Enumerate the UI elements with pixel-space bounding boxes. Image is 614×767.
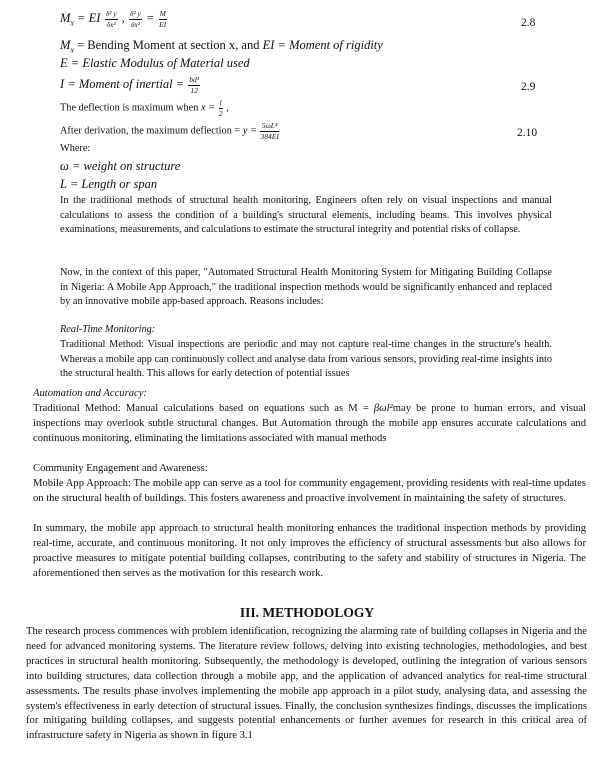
paragraph-real-time-monitoring: Traditional Method: Visual inspections are periodic and may not capture real-time changes in the structure's health. Whereas a mobile app can continuously collect and analyse data from various sensors, providing real-time insights into the structural health. This allows for early detection of potential issues bbox=[60, 339, 552, 380]
mx-definition: $M_x$ = Bending Moment at section x, and EI = Moment of rigidity bbox=[60, 38, 383, 55]
paragraph-traditional-methods: In the traditional methods of structural health monitoring, Engineers often rely on visual inspections and manual calculations to assess the condition of a building's structural elements, including beams. This involves physical examinations, measurements, and calculations to estimate the structural integrity and potential risks of collapse. bbox=[60, 195, 552, 236]
heading-automation-accuracy: Automation and Accuracy: bbox=[33, 388, 147, 399]
equation-2-9: I = Moment of inertial = $\frac{\text{bd³}}{12}$ bbox=[60, 75, 200, 95]
where-label: Where: bbox=[60, 143, 91, 154]
equation-number-2-10: 2.10 bbox=[517, 127, 538, 139]
equation-2-8: $M_x$ = EI $\frac{\text{δ² y}}{\text{δx²}}$ , $\frac{\text{δ² y}}{\text{δx²}}$ = $\frac{M}{EI}$ bbox=[60, 9, 167, 29]
paragraph-automation-accuracy: Traditional Method: Manual calculations based on equations such as M = βωl²may be prone to human errors, and visual inspections may overlook subtle structural changes. But Automation through the mobile app ensures accurate calculations and continuous monitoring, eliminating the limitations associated with manual methods bbox=[33, 403, 586, 444]
heading-real-time-monitoring: Real-Time Monitoring: bbox=[60, 324, 156, 335]
l-definition: L = Length or span bbox=[60, 177, 158, 191]
paragraph-community-engagement: Mobile App Approach: The mobile app can serve as a tool for community engagement, providing residents with real-time updates on the structural health of buildings. This fosters awareness and proactive involvement in maintaining the safety of structures. bbox=[33, 478, 586, 504]
section-heading-methodology: III. METHODOLOGY bbox=[239, 605, 375, 620]
equation-number-2-8: 2.8 bbox=[521, 17, 536, 29]
paragraph-methodology: The research process commences with problem identification, recognizing the alarming rate of building collapses in Nigeria and the need for advanced monitoring systems. The literature review follows, delving into existing technologies, methodologies, and best practices in structural health monitoring. Subsequently, the methodology is developed, outlining the integration of various sensors into building structures, data collection through a mobile app, and the application of advanced analytics for real-time structural assessments. The results phase involves implementing the mobile app approach in a pilot study, analysing data, and assessing the system's effectiveness in early detection of structural issues. Finally, the conclusion synthesizes findings, discusses the implications for mitigating building collapses, and suggests potential enhancements or further avenues for research in this critical area of infrastructure safety in Nigeria as shown in figure 3.1 bbox=[26, 626, 587, 742]
paragraph-context: Now, in the context of this paper, "Automated Structural Health Monitoring System for Mitigating Building Collapse in Nigeria: A Mobile App Approach," the traditional inspection methods would be significantly enhanced and replaced by an innovative mobile app-based approach. Reasons includes: bbox=[60, 267, 552, 308]
max-deflection-condition: The deflection is maximum when x = $\frac{l}{2}$ , bbox=[60, 98, 229, 118]
e-definition: E = Elastic Modulus of Material used bbox=[60, 56, 250, 70]
paragraph-summary: In summary, the mobile app approach to structural health monitoring enhances the traditional inspection methods by providing real-time, accurate, and continuous monitoring. It not only improves the efficiency of structural assessments but also allows for proactive measures to mitigate potential building collapses, contributing to the safety and stability of structures in Nigeria. The aforementioned then serves as the motivation for this research work. bbox=[33, 523, 586, 579]
equation-number-2-9: 2.9 bbox=[521, 81, 536, 93]
equation-2-10: After derivation, the maximum deflection = y = $\frac{\text{5ωL⁴}}{384EI}$ bbox=[60, 121, 279, 141]
heading-community-engagement: Community Engagement and Awareness: bbox=[33, 463, 208, 474]
omega-definition: ω = weight on structure bbox=[60, 159, 181, 173]
